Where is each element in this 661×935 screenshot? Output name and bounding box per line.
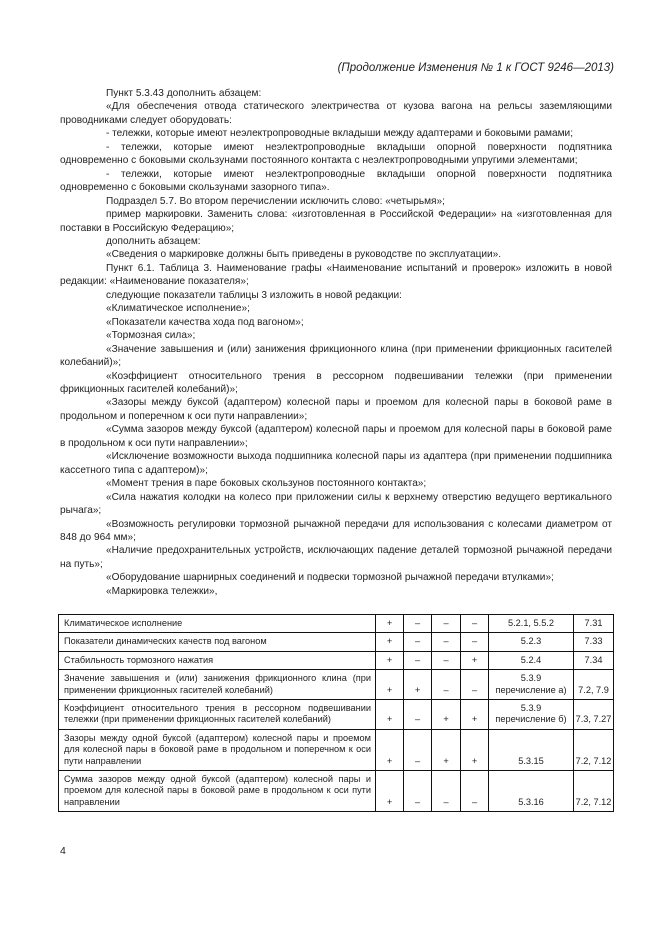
mark-cell: – (432, 670, 461, 700)
mark-cell: + (376, 615, 404, 633)
paragraph: дополнить абзацем: (106, 235, 201, 247)
test-method-clause-cell: 7.2, 7.12 (574, 729, 614, 770)
requirement-clause-cell: 5.3.9 перечисление б) (489, 700, 574, 730)
mark-cell: + (376, 700, 404, 730)
mark-cell: – (404, 615, 432, 633)
mark-cell: + (432, 700, 461, 730)
mark-cell: – (432, 633, 461, 651)
mark-cell: – (461, 633, 489, 651)
indicators-table (58, 614, 614, 812)
requirement-clause-cell: 5.3.9 перечисление а) (489, 670, 574, 700)
running-header: (Продолжение Изменения № 1 к ГОСТ 9246—2013) (337, 62, 614, 74)
mark-cell: + (376, 670, 404, 700)
test-method-clause-cell: 7.3, 7.27 (574, 700, 614, 730)
paragraph: следующие показатели таблицы 3 изложить в новой редакции: (106, 289, 402, 301)
mark-cell: + (376, 651, 404, 669)
table-row (59, 700, 614, 730)
mark-cell: + (376, 633, 404, 651)
amendment-text (60, 87, 612, 598)
paragraph: «Сведения о маркировке должны быть приведены в руководстве по эксплуатации». (106, 249, 502, 261)
indicator-name-cell: Коэффициент относительного трения в рессорном подвешивании тележки (при применении фрикционных гасителей колебаний) (59, 700, 376, 730)
paragraph: «Оборудование шарнирных соединений и подвески тормозной рычажной передачи втулками»; (106, 572, 554, 584)
requirement-clause-cell: 5.2.4 (489, 651, 574, 669)
paragraph: «Сумма зазоров между буксой (адаптером) колесной пары и проемом для колесной пары в боковой раме в продольном к оси пути направлении»; (60, 424, 612, 449)
indicator-name-cell: Показатели динамических качеств под вагоном (59, 633, 376, 651)
mark-cell: + (376, 771, 404, 812)
paragraph: «Зазоры между буксой (адаптером) колесной пары и проемом для колесной пары в боковой раме в продольном и поперечном к оси пути направлении»; (60, 397, 612, 422)
test-method-clause-cell: 7.33 (574, 633, 614, 651)
paragraph: «Для обеспечения отвода статического электричества от кузова вагона на рельсы заземляющими проводниками следует оборудовать: (60, 101, 612, 126)
mark-cell: – (404, 651, 432, 669)
paragraph: «Климатическое исполнение»; (106, 303, 250, 315)
mark-cell: + (404, 670, 432, 700)
table-row (59, 615, 614, 633)
test-method-clause-cell: 7.2, 7.12 (574, 771, 614, 812)
mark-cell: – (404, 729, 432, 770)
requirement-clause-cell: 5.3.16 (489, 771, 574, 812)
table-row (59, 729, 614, 770)
page-number: 4 (60, 845, 66, 857)
mark-cell: – (461, 771, 489, 812)
mark-cell: – (404, 700, 432, 730)
paragraph: «Наличие предохранительных устройств, исключающих падение деталей тормозной рычажной передачи на путь»; (60, 545, 612, 570)
test-method-clause-cell: 7.2, 7.9 (574, 670, 614, 700)
paragraph: «Значение завышения и (или) занижения фрикционного клина (при применении фрикционных гасителей колебаний)»; (60, 343, 612, 369)
requirement-clause-cell: 5.2.3 (489, 633, 574, 651)
test-method-clause-cell: 7.34 (574, 651, 614, 669)
paragraph: «Тормозная сила»; (106, 330, 196, 342)
indicator-name-cell: Стабильность тормозного нажатия (59, 651, 376, 669)
mark-cell: + (461, 700, 489, 730)
paragraph: «Маркировка тележки», (106, 585, 218, 597)
paragraph: - тележки, которые имеют неэлектропроводные вкладыши опорной поверхности подпятника одновременно с боковыми скользунами зазорного типа». (60, 168, 612, 194)
paragraph: Пункт 6.1. Таблица 3. Наименование графы «Наименование испытаний и проверок» изложить в новой редакции: «Наименование показателя»; (60, 262, 612, 288)
mark-cell: + (461, 729, 489, 770)
paragraph: пример маркировки. Заменить слова: «изготовленная в Российской Федерации» на «изготовленная для поставки в Российскую Федерацию»; (60, 209, 612, 234)
indicator-name-cell: Значение завышения и (или) занижения фрикционного клина (при применении фрикционных гасителей колебаний) (59, 670, 376, 700)
mark-cell: – (432, 651, 461, 669)
mark-cell: – (461, 670, 489, 700)
test-method-clause-cell: 7.31 (574, 615, 614, 633)
paragraph: - тележки, которые имеют неэлектропроводные вкладыши между адаптерами и боковыми рамами; (106, 128, 573, 140)
paragraph: «Исключение возможности выхода подшипника колесной пары из адаптера (при применении подшипника кассетного типа с адаптером)»; (60, 451, 612, 476)
paragraph: - тележки, которые имеют неэлектропроводные вкладыши опорной поверхности подпятника одновременно с боковыми скользунами постоянного контакта с неэлектропроводными упругими элементами; (60, 141, 612, 167)
paragraph: «Возможность регулировки тормозной рычажной передачи для использования с колесами диаметром от 848 до 964 мм»; (60, 518, 612, 543)
paragraph: Пункт 5.3.43 дополнить абзацем: (106, 88, 262, 99)
mark-cell: – (404, 771, 432, 812)
mark-cell: – (461, 615, 489, 633)
indicator-name-cell: Климатическое исполнение (59, 615, 376, 633)
indicator-name-cell: Сумма зазоров между одной буксой (адаптером) колесной пары и проемом для колесной пары в боковой раме в продольном к оси пути направлении (59, 771, 376, 812)
indicator-name-cell: Зазоры между одной буксой (адаптером) колесной пары и проемом для колесной пары в боковой раме в продольном и поперечном к оси пути направлении (59, 729, 376, 770)
mark-cell: + (376, 729, 404, 770)
table-row (59, 633, 614, 651)
table-row (59, 651, 614, 669)
mark-cell: – (432, 615, 461, 633)
mark-cell: – (404, 633, 432, 651)
mark-cell: – (432, 771, 461, 812)
paragraph: «Коэффициент относительного трения в рессорном подвешивании тележки (при применении фрикционных гасителей колебаний)»; (60, 370, 612, 395)
paragraph: Подраздел 5.7. Во втором перечислении исключить слово: «четырьмя»; (106, 195, 445, 207)
requirement-clause-cell: 5.3.15 (489, 729, 574, 770)
mark-cell: + (461, 651, 489, 669)
requirement-clause-cell: 5.2.1, 5.5.2 (489, 615, 574, 633)
mark-cell: + (432, 729, 461, 770)
table-row (59, 771, 614, 812)
table-row (59, 670, 614, 700)
paragraph: «Сила нажатия колодки на колесо при приложении силы к верхнему отверстию ведущего вертикального рычага»; (60, 491, 612, 517)
paragraph: «Показатели качества хода под вагоном»; (106, 316, 304, 328)
paragraph: «Момент трения в паре боковых скользунов постоянного контакта»; (106, 478, 427, 490)
